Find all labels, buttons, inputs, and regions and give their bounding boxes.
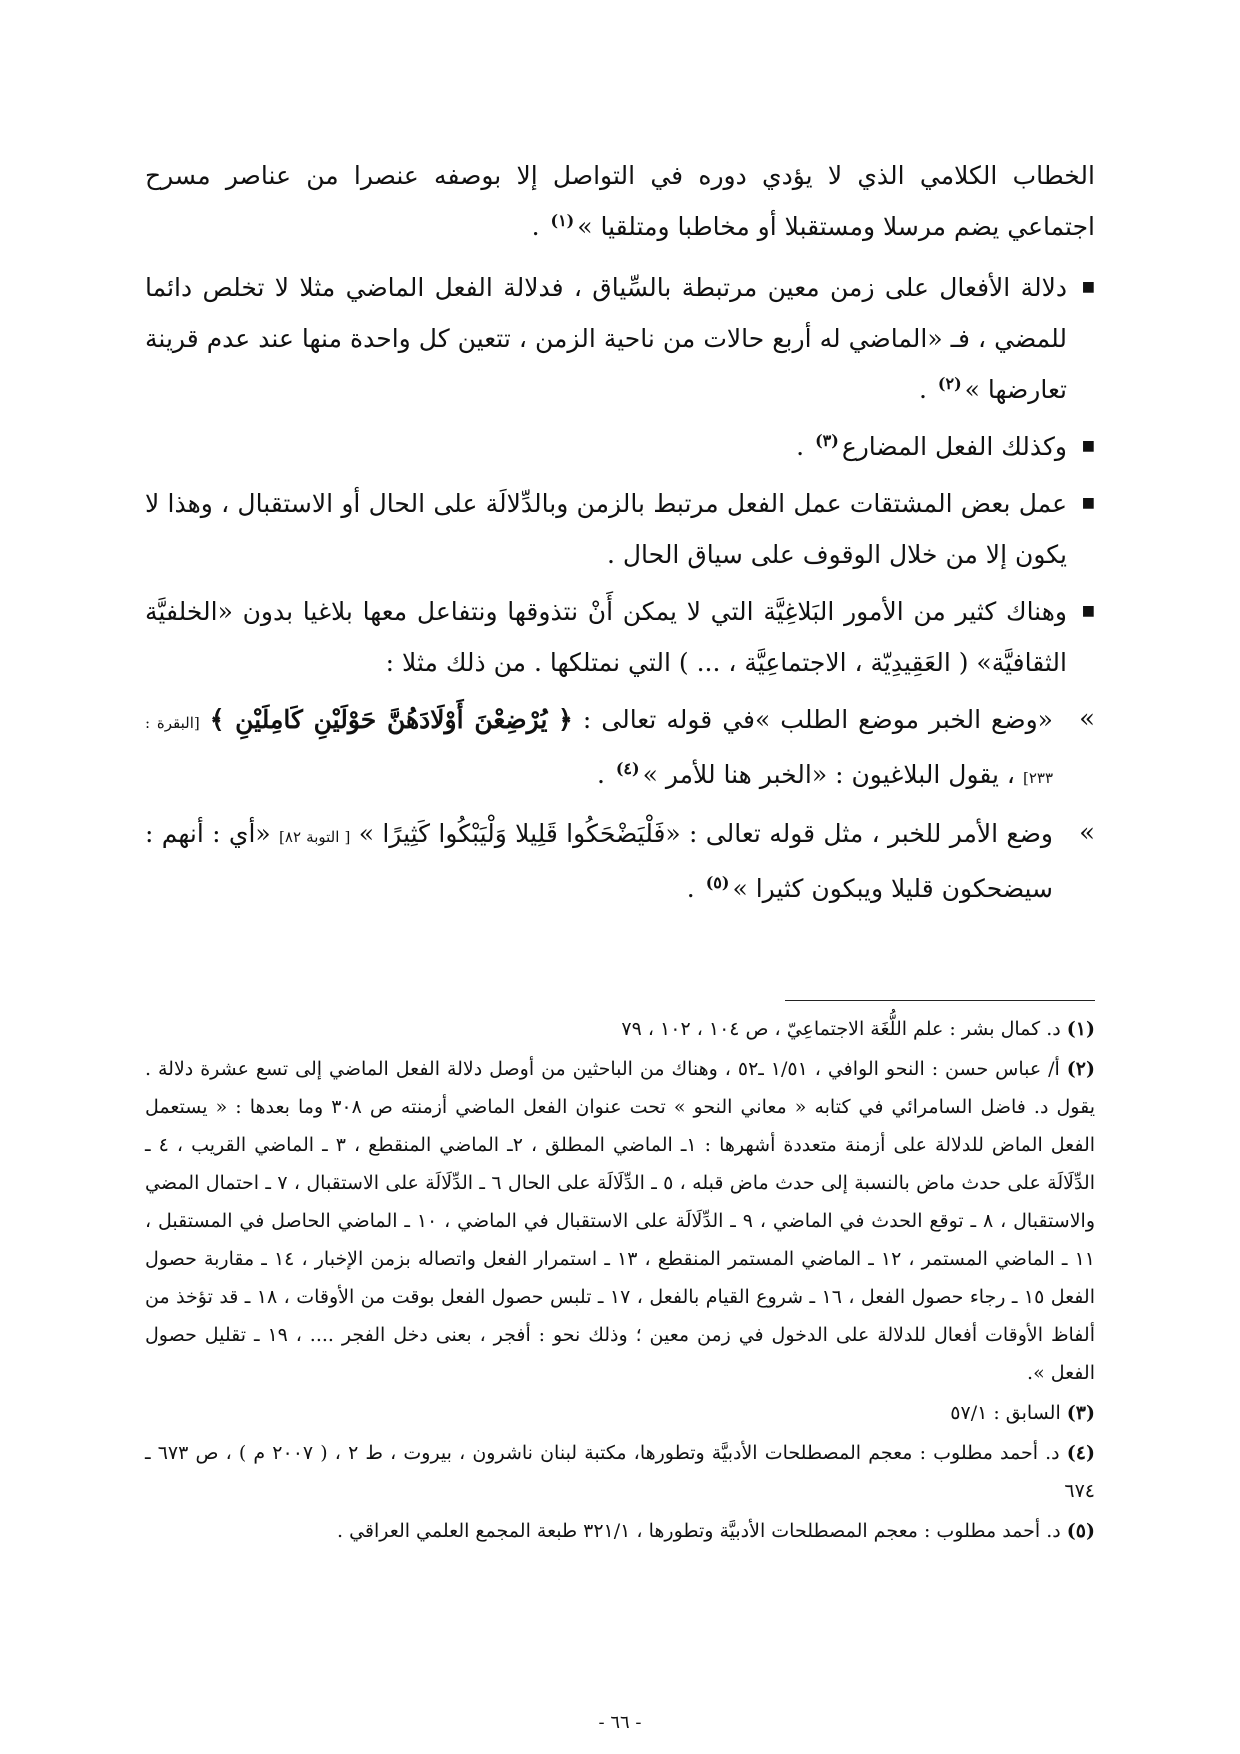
verse-citation-2: [ التوبة ٨٢] [279,828,351,846]
footnote-number: (١) [1066,1018,1095,1040]
bullet-list [145,262,1095,688]
verse-citation-1: [البقرة : ٢٣٣] [145,714,1053,787]
bullet-square-icon: ■ [1081,279,1095,295]
quote-2-text: وضع الأمر للخبر ، مثل قوله تعالى : [689,819,1054,848]
bullet-text: عمل بعض المشتقات عمل الفعل مرتبط بالزمن وبالدِّلالَة على الحال أو الاستقبال ، وهذا لا يكون إلا من خلال الوقوف على سياق الحال . [145,489,1067,569]
quran-verse-2: «فَلْيَضْحَكُوا قَلِيلا وَلْيَبْكُوا كَثِيرًا » [358,819,681,848]
footnote-text: السابق : ٥٧/١ [950,1402,1061,1424]
footnote-number: (٢) [1066,1058,1095,1080]
quote-mark-icon: » [1079,704,1095,734]
footnote-text: د. أحمد مطلوب : معجم المصطلحات الأدبيَّة وتطورها ، ٣٢١/١ طبعة المجمع العلمي العراقي . [337,1520,1061,1542]
footnote-ref-3[interactable]: (٣) [815,430,839,450]
main-text [145,150,1095,914]
footnote-number: (٤) [1066,1442,1095,1464]
footnote-number: (٣) [1066,1402,1095,1424]
footnote-ref-5[interactable]: (٥) [705,872,730,892]
quote-mark-icon: » [1079,818,1095,848]
list-item [145,586,1095,688]
intro-line-2: اجتماعي يضم مرسلا ومستقبلا أو مخاطبا ومتلقيا » [577,212,1095,241]
list-item: ■ دلالة الأفعال على زمن معين مرتبطة بالسِّياق ، فدلالة الفعل الماضي مثلا لا تخلص دائما للمضي ، فـ «الماضي له أربع حالات من ناحية الزمن ، تتعين كل واحدة منها عند عدم قرينة تعارضها »$^{(٢)}$ . [145,262,1095,415]
bullet-square-icon: ■ [1081,495,1095,511]
footnote-text: أ/ عباس حسن : النحو الوافي ، ١/٥١ ـ٥٢ ، وهناك من الباحثين من أوصل دلالة الفعل الماضي إلى تسع عشرة دلالة . يقول د. فاضل السامرائي في كتابه « معاني النحو » تحت عنوان الفعل الماضي أزمنته ص ٣٠٨ وما بعدها : « يستعمل الفعل الماض للدلالة على أزمنة متعددة أشهرها : ١ـ الماضي المطلق ، ٢ـ الماضي المنقطع ، ٣ ـ الماضي القريب ، ٤ ـ الدِّلَالَة على حدث ماض بالنسبة إلى حدث ماض قبله ، ٥ ـ الدِّلَالَة على الحال ٦ ـ الدِّلَالَة على الاستقبال ، ٧ ـ احتمال المضي والاستقبال ، ٨ ـ توقع الحدث في الماضي ، ٩ ـ الدِّلَالَة على الاستقبال في الماضي ، ١٠ ـ الماضي الحاصل في المستقبل ، ١١ ـ الماضي المستمر ، ١٢ ـ الماضي المستمر المنقطع ، ١٣ ـ استمرار الفعل واتصاله بزمن الإخبار ، ١٤ ـ مقاربة حصول الفعل ١٥ ـ رجاء حصول الفعل ، ١٦ ـ شروع القيام بالفعل ، ١٧ ـ تلبس حصول الفعل بوقت من الأوقات ، ١٨ ـ قد تؤخذ من ألفاظ الأوقات أفعال للدلالة على الدخول في زمن معين ؛ وذلك نحو : أفجر ، بعنى دخل الفجر .... ، ١٩ ـ تقليل حصول الفعل ». [145,1058,1096,1384]
page-number: - ٦٦ - [598,1712,642,1733]
intro-line-1: الخطاب الكلامي الذي لا يؤدي دوره في التواصل إلا بوصفه عنصرا من عناصر مسرح [145,161,1095,190]
footnote-ref-1[interactable]: (١) [550,210,575,230]
quote-2-text-2: «أي : أنهم : سيضحكون قليلا ويبكون كثيرا » [145,819,1053,903]
intro-paragraph: الخطاب الكلامي الذي لا يؤدي دوره في التواصل إلا بوصفه عنصرا من عناصر مسرح اجتماعي يضم مرسلا ومستقبلا أو مخاطبا ومتلقيا »$^{(١)}$ . [145,161,1095,241]
bullet-square-icon: ■ [1081,603,1095,619]
bullet-text: وهناك كثير من الأمور البَلاغِيَّة التي لا يمكن أَنْ نتذوقها ونتفاعل معها بلاغيا بدون «الخلفيَّة الثقافيَّة» ( العَقِيدِيّة ، الاجتماعِيَّة ، ... ) التي نمتلكها . من ذلك مثلا : [145,597,1067,677]
bullet-text: وكذلك الفعل المضارع [841,432,1067,461]
quote-1-text: «وضع الخبر موضع الطلب »في قوله تعالى : [582,705,1053,734]
footnote-separator [785,1000,1095,1001]
quran-verse-1: ﴿ يُرْضِعْنَ أَوْلَادَهُنَّ حَوْلَيْنِ كَامِلَيْنِ ﴾ [209,705,573,734]
footnotes [145,1010,1095,1552]
footnote-item [145,1394,1095,1432]
footnote-number: (٥) [1066,1520,1095,1542]
footnote-item [145,1010,1095,1048]
footnote-item [145,1434,1095,1510]
footnote-item [145,1512,1095,1550]
bullet-square-icon: ■ [1081,438,1095,454]
quote-1-text-2: ، يقول البلاغيون : «الخبر هنا للأمر » [642,760,1016,789]
footnote-ref-4[interactable]: (٤) [615,758,640,778]
footnote-text: د. كمال بشر : علم اللُّغَة الاجتماعِيّ ، ص ١٠٤ ، ١٠٢ ، ٧٩ [621,1018,1061,1040]
list-item: ■ وكذلك الفعل المضارع$^{(٣)}$ . [145,421,1095,472]
example-quote-2: » وضع الأمر للخبر ، مثل قوله تعالى : «فَلْيَضْحَكُوا قَلِيلا وَلْيَبْكُوا كَثِيرًا » [ التوبة ٨٢] «أي : أنهم : سيضحكون قليلا ويبكون كثيرا »$^{(٥)}$ . [145,808,1095,914]
example-quote-1: » «وضع الخبر موضع الطلب »في قوله تعالى : ﴿ يُرْضِعْنَ أَوْلَادَهُنَّ حَوْلَيْنِ كَامِلَيْنِ ﴾ [البقرة : ٢٣٣] ، يقول البلاغيون : «الخبر هنا للأمر »$^{(٤)}$ . [145,694,1095,804]
list-item [145,478,1095,580]
footnote-item [145,1050,1095,1392]
bullet-text: دلالة الأفعال على زمن معين مرتبطة بالسِّياق ، فدلالة الفعل الماضي مثلا لا تخلص دائما للمضي ، فـ «الماضي له أربع حالات من ناحية الزمن ، تتعين كل واحدة منها عند عدم قرينة تعارضها » [145,273,1067,404]
footnote-text: د. أحمد مطلوب : معجم المصطلحات الأدبيَّة وتطورها، مكتبة لبنان ناشرون ، بيروت ، ط ٢ ، ( ٢٠٠٧ م ) ، ص ٦٧٣ ـ ٦٧٤ [145,1442,1095,1502]
footnote-ref-2[interactable]: (٢) [937,373,962,393]
